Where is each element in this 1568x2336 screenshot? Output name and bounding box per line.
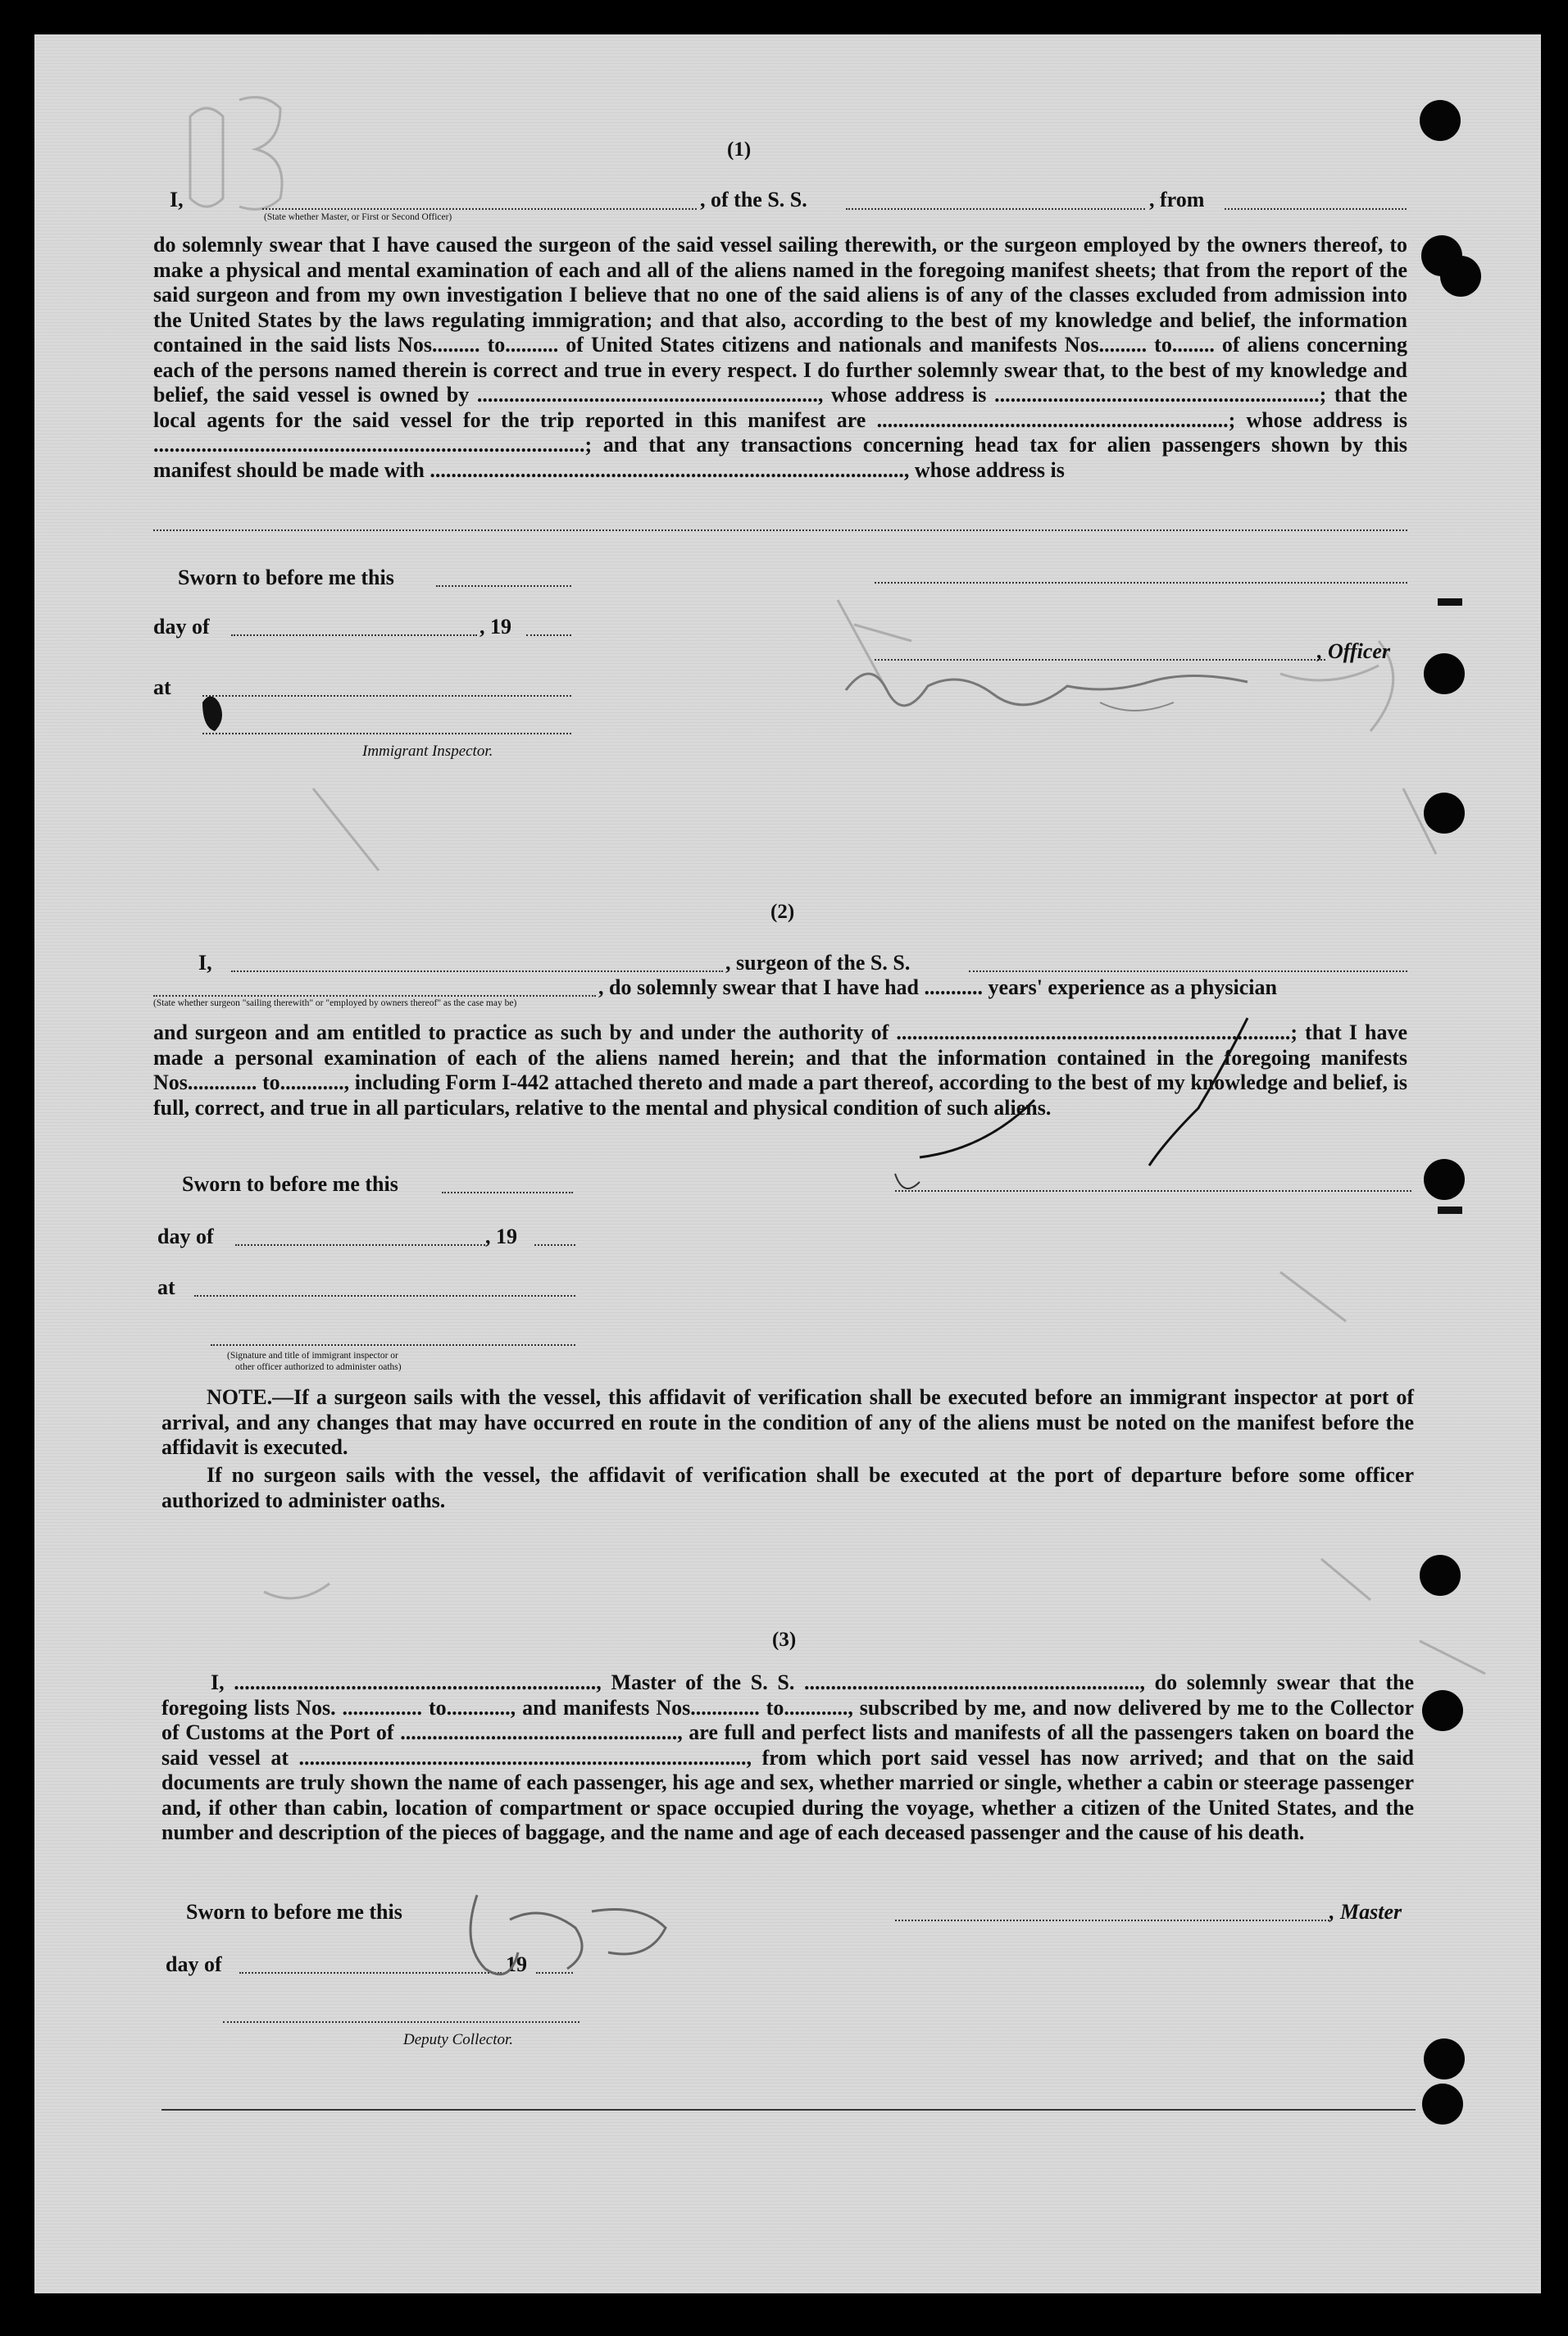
at-line-2[interactable] bbox=[194, 1295, 575, 1297]
section-3-affidavit-text: I, ...................................................................., Master of the S. S. ..............................................................., do solemnly swear that the foregoing lists Nos. ............... to............, and manifests Nos............. to............, subscribed by me, and now delivered by me to the Collector of Customs at the Port of ...................................................., are full and perfect lists and manifests of all the passengers taken on board the said vessel at ...................................................................................., from which port said vessel has now arrived; and that on the said documents are truly shown the name of each passenger, his age and sex, whether married or single, whether a cabin or steerage passenger and, if other than cabin, location of compartment or space occupied during the voyage, whether a citizen of the United States, and the number and description of the pieces of baggage, and the name and age of each deceased passenger and the cause of his death. bbox=[161, 1670, 1414, 1844]
sworn-date-line-1[interactable] bbox=[436, 585, 571, 587]
year-line-2[interactable] bbox=[534, 1244, 575, 1246]
sworn-label-2: Sworn to before me this bbox=[182, 1172, 398, 1196]
surgeon-of-label: , surgeon of the S. S. bbox=[725, 951, 911, 975]
state-officer-note: (State whether Master, or First or Second Officer) bbox=[264, 212, 452, 222]
section-3-number: (3) bbox=[772, 1629, 797, 1651]
note-surgeon-sails: NOTE.—If a surgeon sails with the vessel, this affidavit of verification shall be executed before an immigrant inspector at port of arrival, and any changes that may have occurred en route in the condition of any of the aliens must be noted on the manifest before the affidavit is executed. bbox=[161, 1385, 1414, 1459]
margin-tab bbox=[1438, 1207, 1462, 1214]
at-label-1: at bbox=[153, 675, 171, 699]
of-ss-label: , of the S. S. bbox=[700, 188, 807, 211]
sworn-label-3: Sworn to before me this bbox=[186, 1900, 402, 1924]
at-label-2: at bbox=[157, 1275, 175, 1299]
punch-hole bbox=[1424, 2038, 1465, 2079]
inspector-signature-line[interactable] bbox=[202, 733, 571, 734]
year-label-3: 19 bbox=[506, 1952, 527, 1976]
officer-signature-scrawl bbox=[838, 641, 1297, 739]
surgeon-status-note: (State whether surgeon "sailing therewith" or "employed by owners thereof" as the case may be) bbox=[153, 998, 517, 1008]
collector-signature-scrawl bbox=[428, 1879, 739, 2002]
bottom-rule bbox=[161, 2109, 1416, 2111]
year-line-1[interactable] bbox=[526, 634, 571, 636]
surgeon-status-line[interactable] bbox=[153, 995, 596, 997]
punch-hole bbox=[1424, 653, 1465, 694]
deputy-collector-caption: Deputy Collector. bbox=[403, 2031, 514, 2048]
punch-hole bbox=[1424, 793, 1465, 834]
day-of-line-2[interactable] bbox=[235, 1244, 485, 1246]
day-of-label-1: day of bbox=[153, 615, 210, 639]
address-line[interactable] bbox=[153, 529, 1407, 531]
punch-hole bbox=[1424, 1159, 1465, 1200]
note-no-surgeon: If no surgeon sails with the vessel, the affidavit of verification shall be executed at the port of departure before some officer authorized to administer oaths. bbox=[161, 1463, 1414, 1512]
sworn-label-1: Sworn to before me this bbox=[178, 566, 394, 589]
surgeon-signature-scrawl bbox=[887, 1010, 1264, 1198]
section-2-affidavit-text: and surgeon and am entitled to practice as such by and under the authority of ..........................................................................; that I have made a personal examination of each of the aliens named herein; and that the information contained in the foregoing manifests Nos............. to............, including Form I-442 attached thereto and made a part thereof, according to the best of my knowledge and belief, is full, correct, and true in all particulars, relative to the mental and physical condition of such aliens. bbox=[153, 1020, 1407, 1120]
surgeon-name-line[interactable] bbox=[231, 970, 723, 972]
year-label-2: , 19 bbox=[485, 1225, 517, 1248]
manifest-affidavit-page bbox=[34, 34, 1541, 2293]
day-of-label-2: day of bbox=[157, 1225, 214, 1248]
ink-blot bbox=[190, 686, 239, 743]
margin-tab bbox=[1438, 598, 1462, 606]
from-label: , from bbox=[1149, 188, 1205, 211]
signature-note-line-1: (Signature and title of immigrant inspector or bbox=[227, 1351, 398, 1361]
day-of-line-1[interactable] bbox=[231, 634, 477, 636]
surgeon-ss-line[interactable] bbox=[969, 970, 1407, 972]
punch-hole bbox=[1422, 1690, 1463, 1731]
officer-name-line[interactable] bbox=[262, 208, 697, 210]
signature-note-line-2: other officer authorized to administer oaths) bbox=[235, 1362, 402, 1372]
section-2-number: (2) bbox=[770, 901, 795, 923]
ss-name-line[interactable] bbox=[846, 208, 1145, 210]
day-of-label-3: day of bbox=[166, 1952, 222, 1976]
officer-signature-top-line[interactable] bbox=[875, 582, 1407, 584]
punch-hole bbox=[1440, 256, 1481, 297]
year-label-1: , 19 bbox=[479, 615, 511, 639]
section-2-i-label: I, bbox=[198, 951, 212, 975]
immigrant-inspector-caption: Immigrant Inspector. bbox=[362, 743, 493, 760]
section-1-i-label: I, bbox=[170, 188, 184, 211]
at-line-1[interactable] bbox=[202, 695, 571, 697]
punch-hole bbox=[1420, 100, 1461, 141]
from-port-line[interactable] bbox=[1225, 208, 1407, 210]
collector-signature-line[interactable] bbox=[223, 2021, 579, 2023]
surgeon-swear-text: , do solemnly swear that I have had ........... years' experience as a physician bbox=[598, 975, 1277, 999]
section-1-affidavit-text: do solemnly swear that I have caused the surgeon of the said vessel sailing therewith, or the surgeon employed by the owners thereof, to make a physical and mental examination of each and all of the aliens named in the foregoing manifest sheets; that from the report of the said surgeon and from my own investigation I believe that no one of the said aliens is of any of the classes excluded from admission into the United States by the laws regulating immigration; and that also, according to the best of my knowledge and belief, the information contained in the said lists Nos......... to.......... of United States citizens and nationals and manifests Nos......... to........ of aliens concerning each of the persons named therein is correct and true in every respect. I do further solemnly swear that, to the best of my knowledge and belief, the said vessel is owned by ................................................................, whose address is .............................................................; that the local agents for the said vessel for the trip reported in this manifest are ..................................................................; whose address is .................................................................................; and that any transactions concerning head tax for alien passengers shown by this manifest should be made with ........................................................................................., whose address is bbox=[153, 233, 1407, 482]
officer-label: , Officer bbox=[1317, 639, 1391, 663]
authorized-officer-signature-line[interactable] bbox=[211, 1344, 575, 1346]
section-1-number: (1) bbox=[727, 139, 752, 161]
punch-hole bbox=[1420, 1555, 1461, 1596]
master-label: , Master bbox=[1329, 1900, 1402, 1924]
sworn-date-line-2[interactable] bbox=[442, 1192, 573, 1193]
master-signature-line[interactable] bbox=[895, 1920, 1329, 1921]
punch-hole bbox=[1422, 2084, 1463, 2125]
